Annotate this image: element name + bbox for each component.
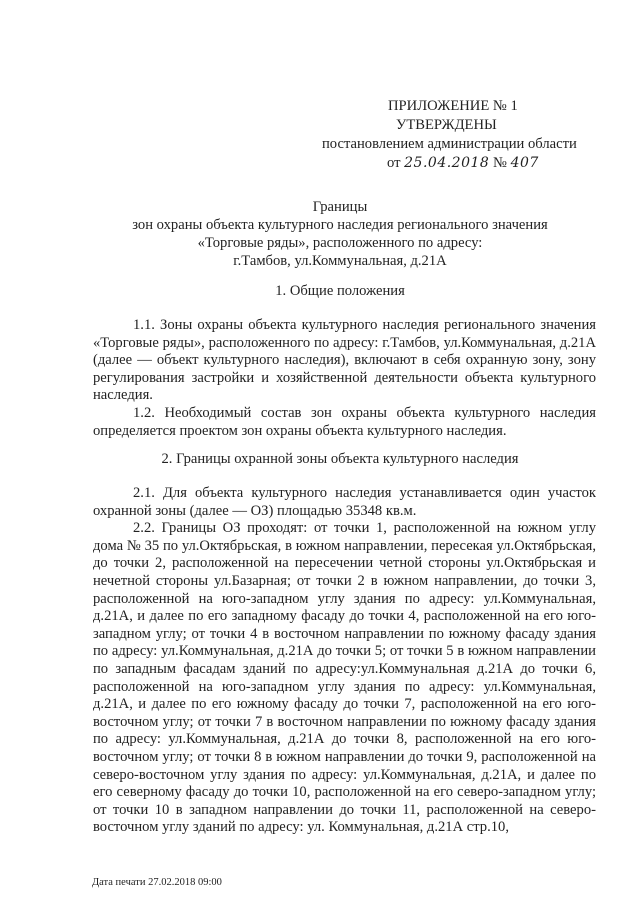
handwritten-number: 407 [510,155,539,171]
decree-date-line [322,154,592,173]
section-2-body [93,485,596,837]
title-line-3: «Торговые ряды», расположенного по адресу: [197,235,483,251]
section-1-body [93,317,596,440]
handwritten-date: 25.04.2018 [404,155,490,171]
title-line-4: г.Тамбов, ул.Коммунальная, д.21А [233,253,447,269]
section-2-heading: 2. Границы охранной зоны объекта культурного наследия [161,451,519,467]
appendix-label: ПРИЛОЖЕНИЕ № 1 [388,98,518,114]
approval-block [322,97,592,173]
document-title [90,198,590,270]
paragraph-2-1: 2.1. Для объекта культурного наследия устанавливается один участок охранной зоны (далее — ОЗ) площадью 35348 кв.м. [93,485,596,519]
paragraph-1-2: 1.2. Необходимый состав зон охраны объекта культурного наследия определяется проектом зон охраны объекта культурного наследия. [93,404,596,439]
paragraph-1-1: 1.1. Зоны охраны объекта культурного наследия регионального значения «Торговые ряды», расположенного по адресу: г.Тамбов, ул.Коммунальная, д.21А (далее — объект культурного наследия), включают в себя охранную зону, зону регулирования застройки и хозяйственной деятельности объекта культурного наследия. [93,317,596,404]
number-label: № [492,155,507,171]
title-line-2: зон охраны объекта культурного наследия регионального значения [132,217,548,233]
paragraph-2-2: 2.2. Границы ОЗ проходят: от точки 1, расположенной на южном углу дома № 35 по ул.Октябрьская, в южном направлении, пересекая ул.Октябрьская, до точки 2, расположенной на пересечении четной стороны ул.Октябрьская и нечетной стороны ул.Базарная; от точки 2 в южном направлении, до точки 3, расположенной на юго-западном углу здания по адресу: ул.Коммунальная, д.21А, и далее по его западному фасаду до точки 4, расположенной на его юго-западном углу; от точки 4 в восточном направлении по южному фасаду здания по адресу: ул.Коммунальная, д.21А до точки 5; от точки 5 в южном направлении по западным фасадам зданий по адресу:ул.Коммунальная д.21А до точки 6, расположенной на юго-западном углу здания по адресу: ул.Коммунальная, д.21А, и далее по его южному фасаду до точки 7, расположенной на его юго-восточном углу; от точки 7 в восточном направлении по южному фасаду здания по адресу: ул.Коммунальная, д.21А до точки 8, расположенной на его юго-восточном углу; от точки 8 в южном направлении до точки 9, расположенной на северо-восточном углу здания по адресу: ул.Коммунальная, д.21А, и далее по его северному фасаду до точки 10, расположенной на его северо-западном углу; от точки 10 в западном направлении до точки 11, расположенной на северо-восточном углу зданий по адресу: ул. Коммунальная, д.21А стр.10, [93,520,596,836]
decree-label: постановлением администрации области [322,136,577,152]
print-date-footer: Дата печати 27.02.2018 09:00 [92,877,222,888]
section-1-heading: 1. Общие положения [275,283,405,299]
approved-label: УТВЕРЖДЕНЫ [396,117,497,133]
title-line-1: Границы [312,199,368,215]
from-label: от [387,155,401,171]
